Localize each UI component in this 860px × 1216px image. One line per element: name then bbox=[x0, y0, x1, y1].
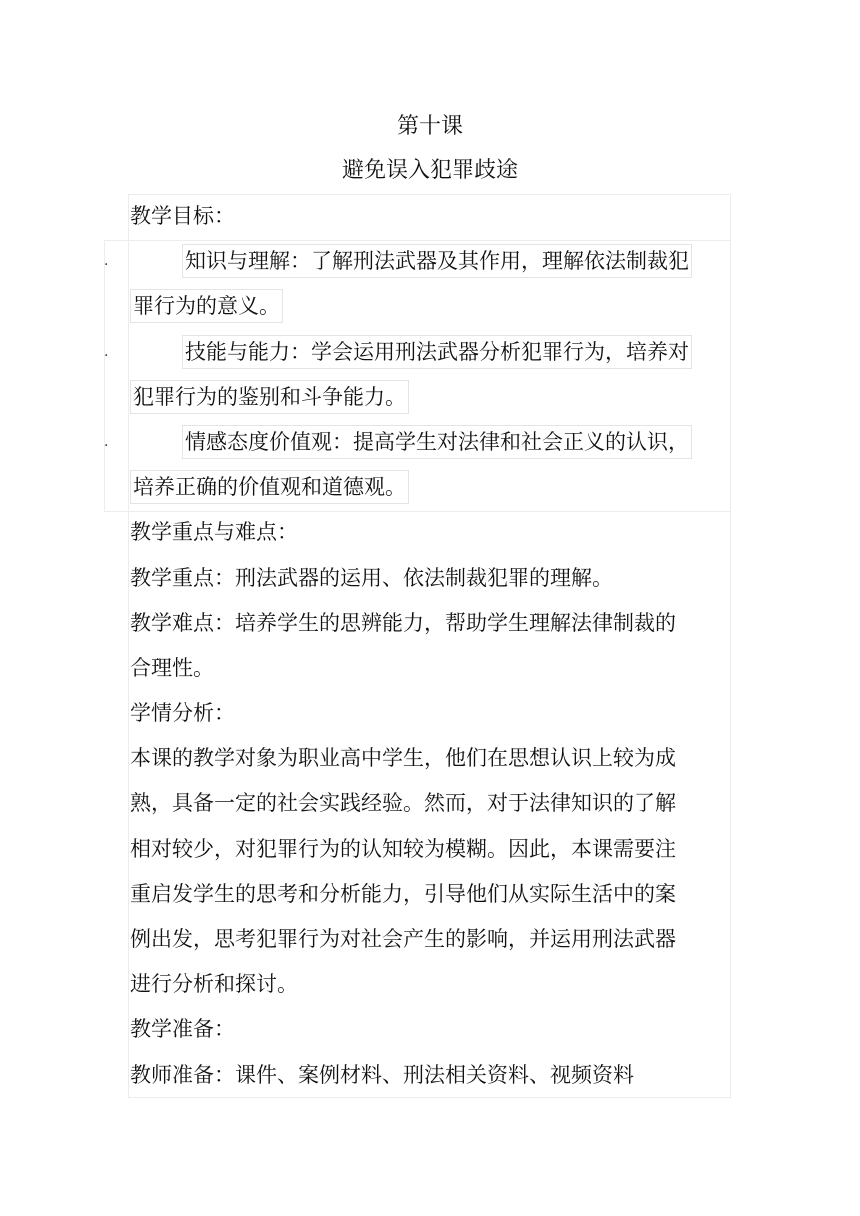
bullet-marker: . bbox=[104, 253, 109, 270]
objective-item-continued: 犯罪行为的鉴别和斗争能力。 bbox=[130, 375, 730, 420]
analysis-paragraph-line: 本课的教学对象为职业高中学生，他们在思想认识上较为成 bbox=[130, 746, 676, 771]
objectives-heading: 教学目标： bbox=[130, 204, 235, 228]
analysis-paragraph-line: 重启发学生的思考和分析能力，引导他们从实际生活中的案 bbox=[130, 881, 676, 906]
preparation-heading: 教学准备： bbox=[130, 1017, 235, 1042]
bullet-marker: . bbox=[104, 433, 109, 450]
objective-item-continued: 培养正确的价值观和道德观。 bbox=[130, 465, 730, 510]
objective-item: . 情感态度价值观：提高学生对法律和社会正义的认识， bbox=[130, 420, 730, 465]
analysis-paragraph-line: 进行分析和探讨。 bbox=[130, 972, 298, 997]
lesson-title: 避免误入犯罪歧途 bbox=[341, 158, 518, 183]
objective-item: . 技能与能力：学会运用刑法武器分析犯罪行为，培养对 bbox=[130, 330, 730, 375]
bullet-marker: . bbox=[104, 343, 109, 360]
analysis-paragraph-line: 熟，具备一定的社会实践经验。然而，对于法律知识的了解 bbox=[130, 791, 676, 816]
key-focus: 教学重点：刑法武器的运用、依法制裁犯罪的理解。 bbox=[130, 565, 613, 590]
analysis-paragraph-line: 相对较少，对犯罪行为的认知较为模糊。因此，本课需要注 bbox=[130, 836, 676, 861]
analysis-paragraph-line: 例出发，思考犯罪行为对社会产生的影响，并运用刑法武器 bbox=[130, 927, 676, 951]
key-difficulty-continued: 合理性。 bbox=[130, 655, 214, 680]
teacher-preparation: 教师准备：课件、案例材料、刑法相关资料、视频资料 bbox=[130, 1062, 634, 1087]
analysis-heading: 学情分析： bbox=[130, 701, 235, 726]
objective-item: . 知识与理解：了解刑法武器及其作用，理解依法制裁犯 bbox=[130, 239, 730, 284]
document-body bbox=[104, 194, 730, 1098]
lesson-number: 第十课 bbox=[396, 114, 463, 139]
objective-item-continued: 罪行为的意义。 bbox=[130, 284, 730, 329]
key-difficulty: 教学难点：培养学生的思辨能力，帮助学生理解法律制裁的 bbox=[130, 610, 676, 635]
key-points-heading: 教学重点与难点： bbox=[130, 520, 298, 545]
